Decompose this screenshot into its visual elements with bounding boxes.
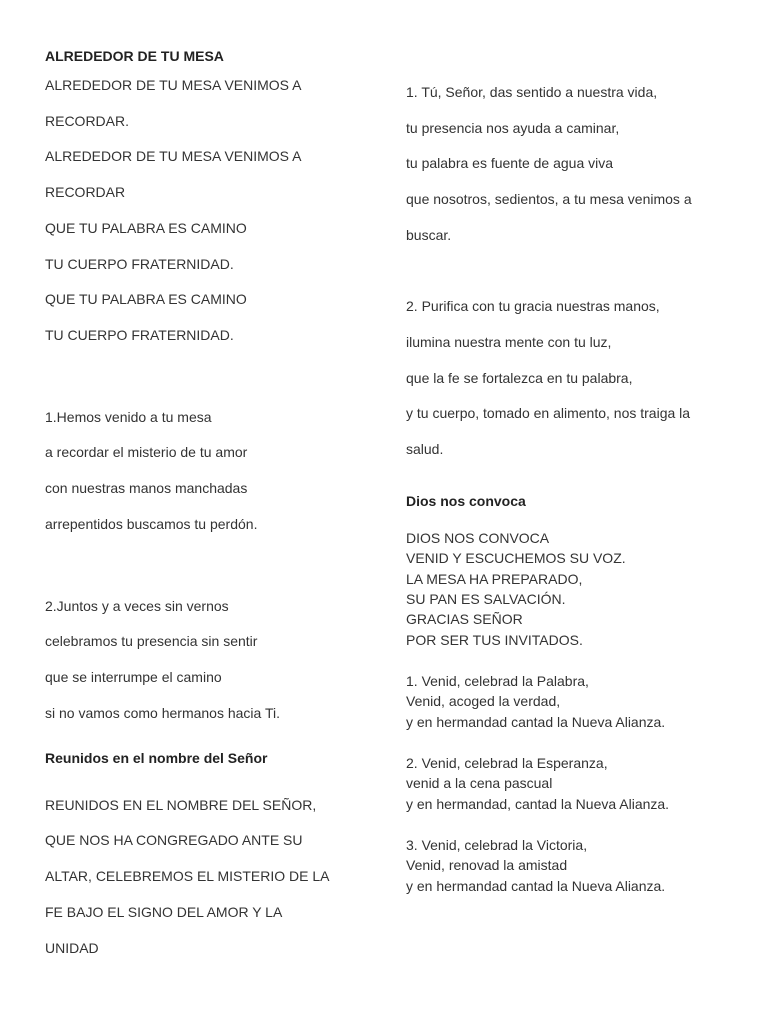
lyric-line: SU PAN ES SALVACIÓN.	[406, 591, 566, 607]
lyric-line: Venid, renovad la amistad	[406, 857, 568, 873]
song-title: Dios nos convoca	[406, 493, 526, 509]
lyric-line: salud.	[406, 441, 444, 457]
lyric-line: DIOS NOS CONVOCA	[406, 530, 550, 546]
lyric-line: tu presencia nos ayuda a caminar,	[406, 120, 620, 136]
lyric-line: y en hermandad cantad la Nueva Alianza.	[406, 714, 666, 730]
lyric-line: 2. Venid, celebrad la Esperanza,	[406, 755, 608, 771]
lyric-line: REUNIDOS EN EL NOMBRE DEL SEÑOR,	[45, 797, 317, 813]
lyric-line: y en hermandad, cantad la Nueva Alianza.	[406, 796, 670, 812]
lyric-line: buscar.	[406, 227, 452, 243]
lyric-line: TU CUERPO FRATERNIDAD.	[45, 256, 234, 272]
lyric-line: RECORDAR.	[45, 113, 130, 129]
lyric-line: 2.Juntos y a veces sin vernos	[45, 598, 229, 614]
lyric-line: y en hermandad cantad la Nueva Alianza.	[406, 878, 666, 894]
lyric-line: y tu cuerpo, tomado en alimento, nos traiga la	[406, 405, 691, 421]
lyric-line: 2. Purifica con tu gracia nuestras manos,	[406, 298, 660, 314]
lyric-line: ALREDEDOR DE TU MESA VENIMOS A	[45, 77, 302, 93]
lyric-line: VENID Y ESCUCHEMOS SU VOZ.	[406, 550, 626, 566]
lyric-line: ALTAR, CELEBREMOS EL MISTERIO DE LA	[45, 868, 330, 884]
lyric-line: 1. Tú, Señor, das sentido a nuestra vida,	[406, 84, 658, 100]
song-title: Reunidos en el nombre del Señor	[45, 750, 268, 766]
lyric-line: 1.Hemos venido a tu mesa	[45, 409, 212, 425]
lyric-line: arrepentidos buscamos tu perdón.	[45, 516, 258, 532]
lyric-line: que la fe se fortalezca en tu palabra,	[406, 370, 633, 386]
lyric-line: venid a la cena pascual	[406, 775, 553, 791]
lyric-line: RECORDAR	[45, 184, 126, 200]
lyric-line: a recordar el misterio de tu amor	[45, 444, 248, 460]
lyric-line: que nosotros, sedientos, a tu mesa venimos a	[406, 191, 692, 207]
lyric-line: 1. Venid, celebrad la Palabra,	[406, 673, 589, 689]
lyric-line: QUE NOS HA CONGREGADO ANTE SU	[45, 832, 303, 848]
song-title: ALREDEDOR DE TU MESA	[45, 48, 224, 64]
lyric-line: 3. Venid, celebrad la Victoria,	[406, 837, 588, 853]
lyric-line: LA MESA HA PREPARADO,	[406, 571, 583, 587]
lyric-line: ALREDEDOR DE TU MESA VENIMOS A	[45, 148, 302, 164]
lyric-line: celebramos tu presencia sin sentir	[45, 633, 258, 649]
lyric-line: GRACIAS SEÑOR	[406, 611, 523, 627]
lyric-line: tu palabra es fuente de agua viva	[406, 155, 614, 171]
lyric-line: TU CUERPO FRATERNIDAD.	[45, 327, 234, 343]
lyric-line: FE BAJO EL SIGNO DEL AMOR Y LA	[45, 904, 283, 920]
lyric-line: que se interrumpe el camino	[45, 669, 222, 685]
lyric-line: QUE TU PALABRA ES CAMINO	[45, 220, 247, 236]
lyric-line: QUE TU PALABRA ES CAMINO	[45, 291, 247, 307]
lyric-line: con nuestras manos manchadas	[45, 480, 248, 496]
lyric-line: UNIDAD	[45, 940, 99, 956]
lyric-line: ilumina nuestra mente con tu luz,	[406, 334, 612, 350]
lyric-line: POR SER TUS INVITADOS.	[406, 632, 583, 648]
lyric-line: si no vamos como hermanos hacia Ti.	[45, 705, 280, 721]
lyric-line: Venid, acoged la verdad,	[406, 693, 561, 709]
